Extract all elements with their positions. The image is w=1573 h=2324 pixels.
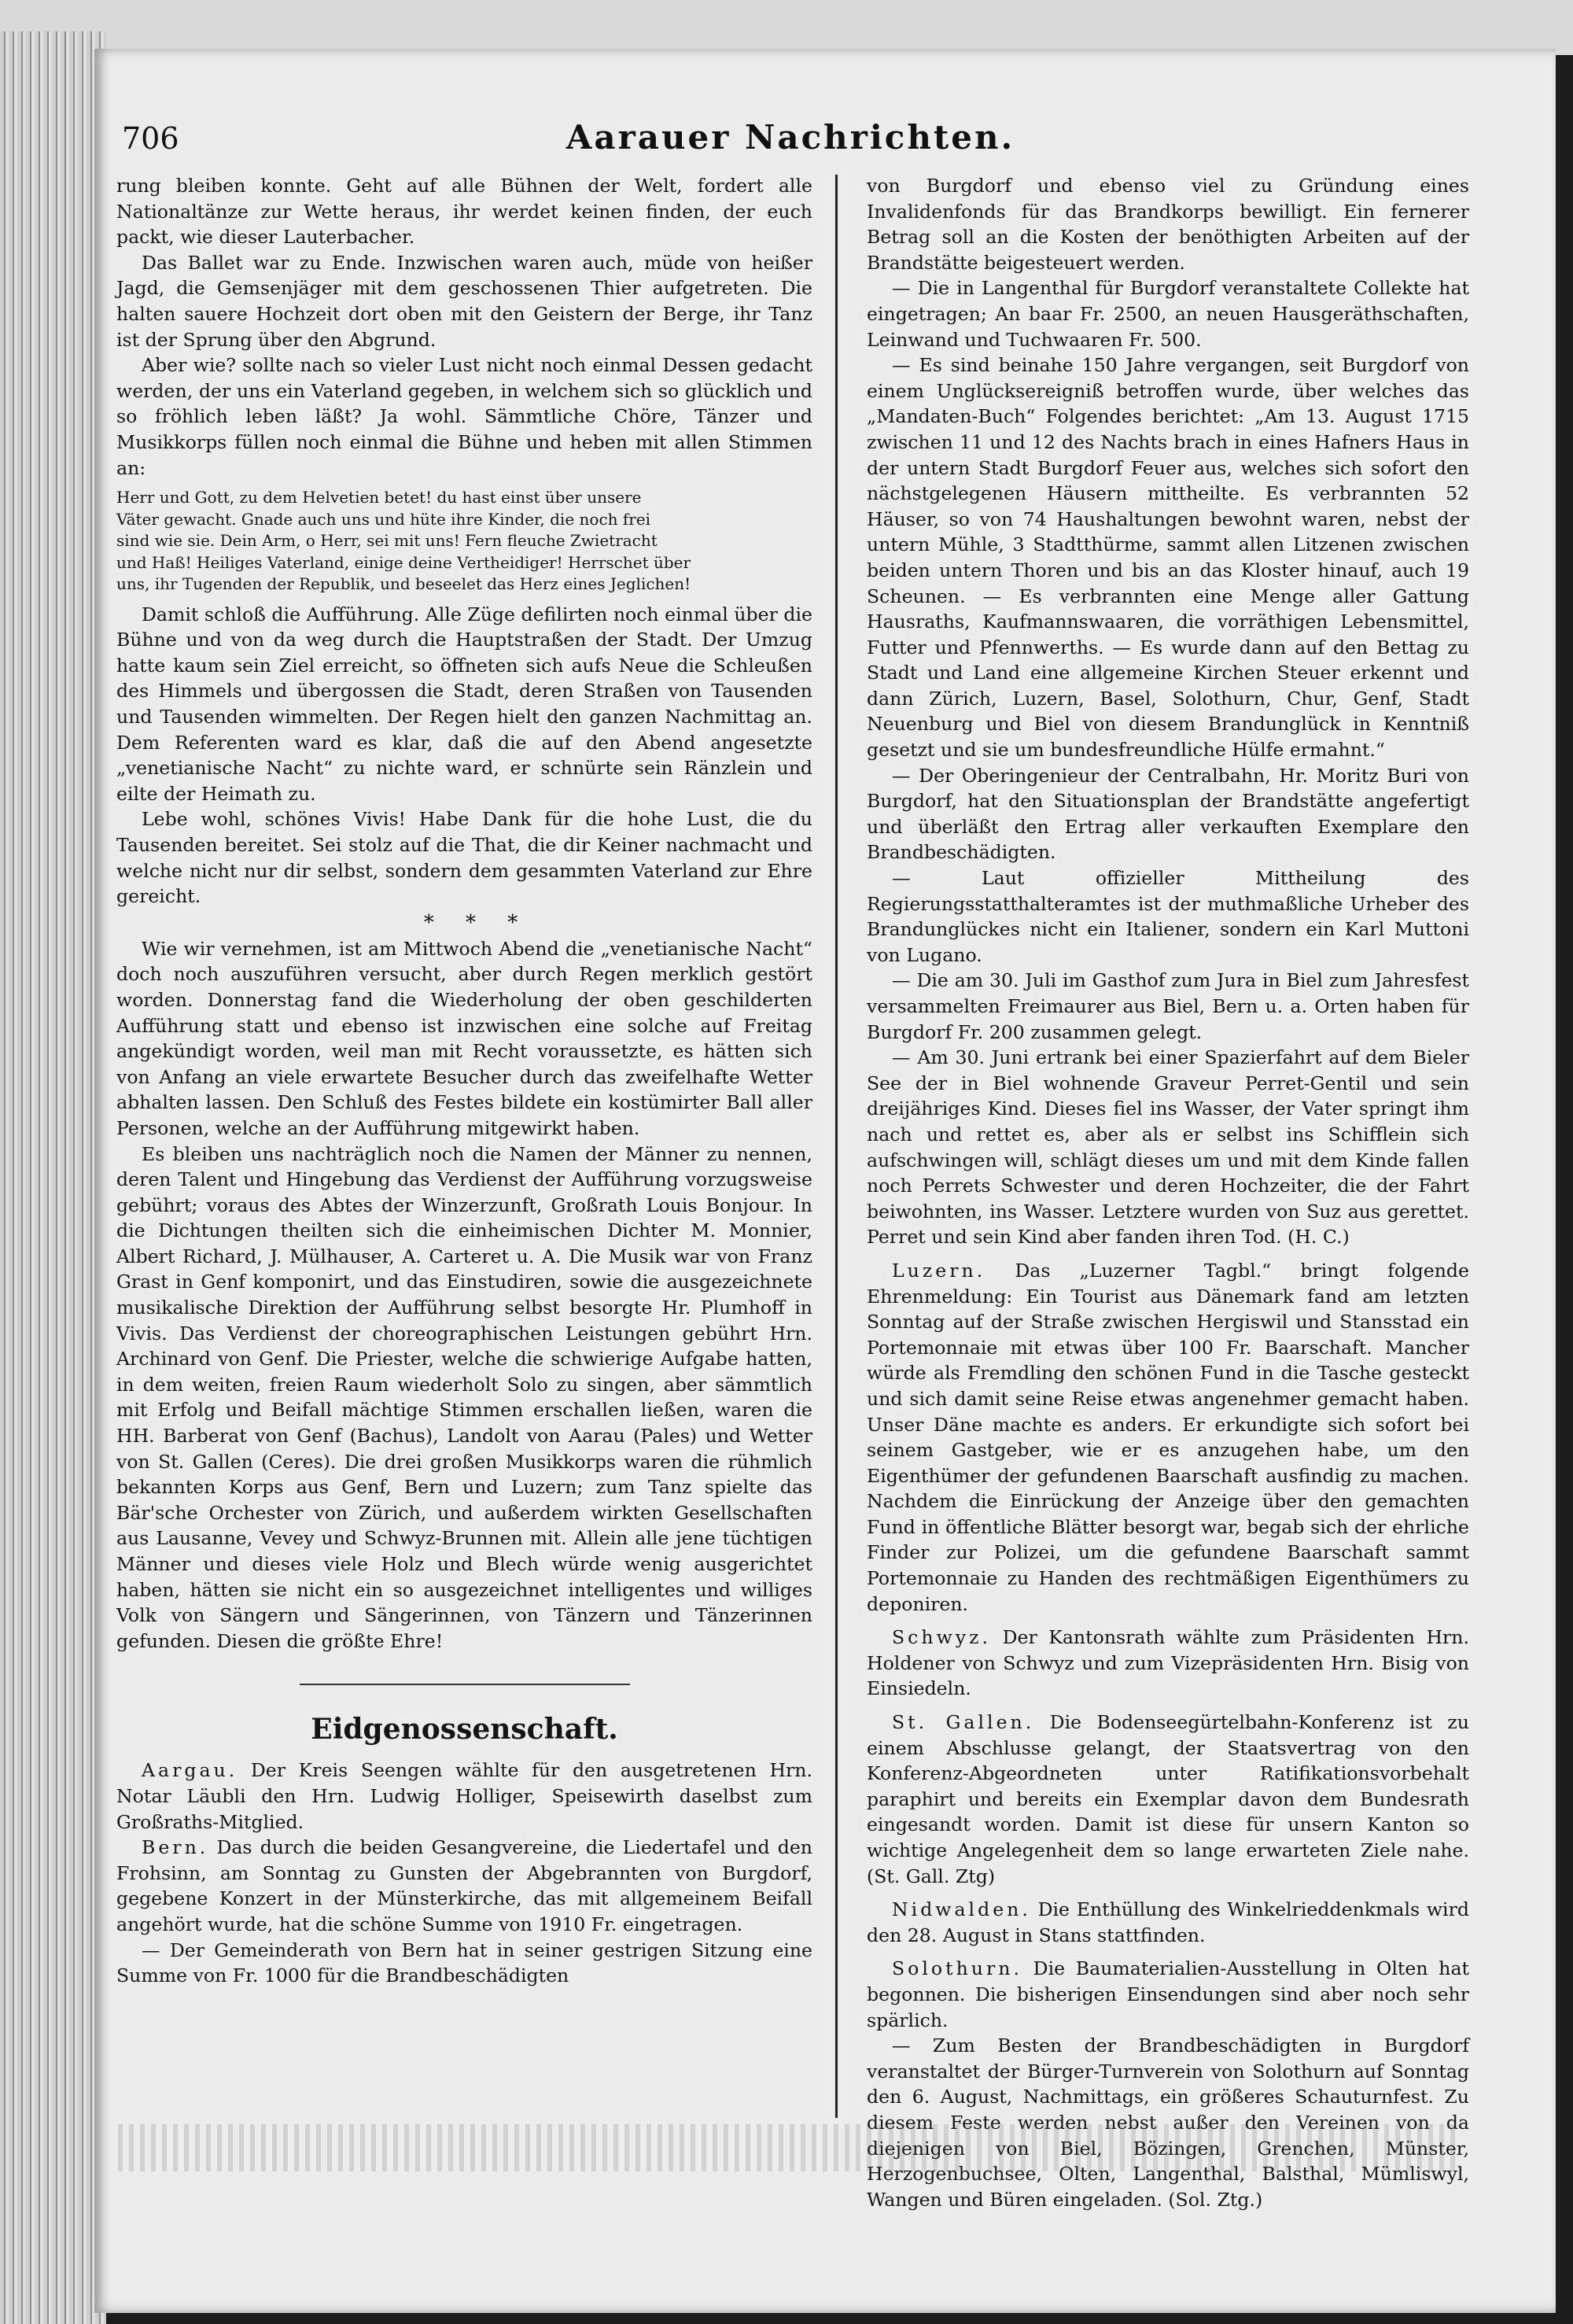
right-column bbox=[867, 173, 1469, 2212]
column-divider bbox=[835, 175, 838, 2118]
place-name: Luzern. bbox=[892, 1259, 986, 1282]
news-text: Das „Luzerner Tagbl.“ bringt folgende Ehrenmeldung: Ein Tourist aus Dänemark fand am letzten Sonntag auf der Straße zwischen Hergiswil und Stansstad ein Portemonnaie mit etwas über 100 Fr. Baarschaft. Mancher würde als Fremdling den schönen Fund in die Tasche gesteckt und sich damit seine Reise etwas angenehmer gemacht haben. Unser Däne machte es anders. Er erkundigte sich sofort bei seinem Gastgeber, wie er es anzugehen habe, um den Eigenthümer der gefundenen Baarschaft ausfindig zu machen. Nachdem die Einrückung der Anzeige über den gemachten Fund in öffentliche Blätter besorgt war, begab sich der ehrliche Finder zur Polizei, um die gefundene Baarschaft sammt Portemonnaie zu Handen des rechtmäßigen Eigenthümers zu deponiren. bbox=[867, 1259, 1469, 1615]
spacer bbox=[867, 1702, 1469, 1710]
section-rule bbox=[300, 1684, 630, 1685]
paragraph: — Die in Langenthal für Burgdorf veranstaltete Collekte hat eingetragen; An baar Fr. 2500, an neuen Hausgeräthschaften, Leinwand und Tuchwaaren Fr. 500. bbox=[867, 277, 1469, 351]
spacer bbox=[867, 1617, 1469, 1625]
news-item-bern bbox=[116, 1835, 812, 1937]
hymn-verse bbox=[116, 487, 812, 596]
paragraph: Wie wir vernehmen, ist am Mittwoch Abend die „venetianische Nacht“ doch noch auszuführen versucht, aber durch Regen merklich gestört worden. Donnerstag fand die Wiederholung der oben geschilderten Aufführung statt und ebenso ist inzwischen eine solche auf Freitag angekündigt worden, weil man mit Recht voraussetzte, es hätten sich von Anfang an viele erwartete Besucher durch das zweifelhafte Wetter abhalten lassen. Den Schluß des Festes bildete ein kostümirter Ball aller Personen, welche an der Aufführung mitgewirkt haben. bbox=[116, 937, 812, 1139]
page-header bbox=[122, 118, 1459, 165]
left-column bbox=[116, 173, 812, 1989]
place-name: Bern. bbox=[142, 1836, 209, 1859]
news-text: Die Enthüllung des Winkelrieddenkmals wird den 28. August in Stans stattfinden. bbox=[867, 1898, 1469, 1946]
paragraph: Aber wie? sollte nach so vieler Lust nicht noch einmal Dessen gedacht werden, der uns ein Vaterland gegeben, in welchem sich so glücklich und so fröhlich leben läßt? Ja wohl. Sämmtliche Chöre, Tänzer und Musikkorps füllen noch einmal die Bühne und heben mit allen Stimmen an: bbox=[116, 354, 812, 479]
verse-line: uns, ihr Tugenden der Republik, und beseelet das Herz eines Jeglichen! bbox=[116, 574, 691, 594]
paragraph: — Der Oberingenieur der Centralbahn, Hr. Moritz Buri von Burgdorf, hat den Situationsplan der Brandstätte angefertigt und überläßt den Ertrag aller verkauften Exemplare den Brandbeschädigten. bbox=[867, 764, 1469, 864]
paragraph: — Es sind beinahe 150 Jahre vergangen, seit Burgdorf von einem Unglücksereigniß betroffen wurde, über welches das „Mandaten-Buch“ Folgendes berichtet: „Am 13. August 1715 zwischen 11 und 12 des Nachts brach in eines Hafners Haus in der untern Stadt Burgdorf Feuer aus, welches sich sofort den nächstgelegenen Häusern mittheilte. Es verbrannten 52 Häuser, so von 74 Haushaltungen bewohnt waren, nebst der untern Mühle, 3 Stadtthürme, sammt allen Litzenen zwischen beiden untern Thoren und bis an das Kloster hinauf, auch 19 Scheunen. — Es verbrannten eine Menge aller Gattung Hausraths, Kaufmannswaaren, die vorräthigen Lebensmittel, Futter und Pfennwerths. — Es wurde dann auf den Bettag zu Stadt und Land eine allgemeine Kirchen Steuer erkennt und dann Zürich, Luzern, Basel, Solothurn, Chur, Genf, Stadt Neuenburg und Biel von diesem Brandunglück in Kenntniß gesetzt und sie um bundesfreundliche Hülfe ermahnt.“ bbox=[867, 354, 1469, 762]
paragraph: rung bleiben konnte. Geht auf alle Bühnen der Welt, fordert alle Nationaltänze zur Wette heraus, ihr werdet keinen finden, der euch packt, wie dieser Lauterbacher. bbox=[116, 175, 812, 249]
page-number: 706 bbox=[122, 121, 179, 156]
spacer bbox=[867, 1250, 1469, 1258]
place-name: Schwyz. bbox=[892, 1626, 992, 1649]
place-name: Nidwalden. bbox=[892, 1898, 1031, 1921]
paragraph: — Die am 30. Juli im Gasthof zum Jura in Biel zum Jahresfest versammelten Freimaurer aus Biel, Bern u. a. Orten haben für Burgdorf Fr. 200 zusammen gelegt. bbox=[867, 969, 1469, 1043]
verse-line: sind wie sie. Dein Arm, o Herr, sei mit uns! Fern fleuche Zwietracht bbox=[116, 531, 658, 551]
paragraph bbox=[867, 2033, 1469, 2212]
masthead-title: Aarauer Nachrichten. bbox=[565, 118, 1015, 157]
news-text: Der Kantonsrath wählte zum Präsidenten Hrn. Holdener von Schwyz und zum Vizepräsidenten Hrn. Bisig von Einsiedeln. bbox=[867, 1626, 1470, 1700]
news-text: — Zum Besten der Brandbeschädigten in Burgdorf veranstaltet der Bürger-Turnverein von Solothurn auf Sonntag den 6. August, Nachmittags, ein größeres Schauturnfest. Zu diesem Feste werden nebst außer den Vereinen von da diejenigen von Biel, Bözingen, Grenchen, Münster, Herzogenbuchsee, Olten, Langenthal, Balsthal, Mümliswyl, Wangen und Büren eingeladen. bbox=[867, 2034, 1469, 2211]
news-item-schwyz bbox=[867, 1625, 1469, 1702]
news-text: Die Baumaterialien-Ausstellung in Olten hat begonnen. Die bisherigen Einsendungen sind aber noch sehr spärlich. bbox=[867, 1957, 1469, 2031]
section-heading: Eidgenossenschaft. bbox=[311, 1713, 618, 1747]
verse-line: Väter gewacht. Gnade auch uns und hüte ihre Kinder, die noch frei bbox=[116, 509, 651, 529]
paragraph: Lebe wohl, schönes Vivis! Habe Dank für die hohe Lust, die du Tausenden bereitet. Sei stolz auf die That, die dir Keiner nachmacht und welche nicht nur dir selbst, sondern dem gesammten Vaterland zur Ehre gereicht. bbox=[116, 808, 812, 908]
news-item-aargau bbox=[116, 1758, 812, 1835]
paragraph: — Laut offizieller Mittheilung des Regierungsstatthalteramtes ist der muthmaßliche Urheber des Brandunglückes nicht ein Italiener, sondern ein Karl Muttoni von Lugano. bbox=[867, 867, 1469, 966]
paragraph: von Burgdorf und ebenso viel zu Gründung eines Invalidenfonds für das Brandkorps bewilligt. Ein fernerer Betrag soll an die Kosten der benöthigten Arbeiten auf der Brandstätte beigesteuert werden. bbox=[867, 175, 1469, 274]
source-citation: (St. Gall. Ztg) bbox=[867, 1865, 996, 1887]
paragraph: Damit schloß die Aufführung. Alle Züge defilirten noch einmal über die Bühne und von da weg durch die Hauptstraßen der Stadt. Der Umzug hatte kaum sein Ziel erreicht, so öffneten sich aufs Neue die Schleußen des Himmels und übergossen die Stadt, deren Straßen von Tausenden und Tausenden wimmelten. Der Regen hielt den ganzen Nachmittag an. Dem Referenten ward es klar, daß die auf den Abend angesetzte „venetianische Nacht“ zu nichte ward, er schnürte sein Ränzlein und eilte der Heimath zu. bbox=[116, 603, 812, 805]
bleed-through-smudge bbox=[118, 2124, 1455, 2171]
spacer bbox=[867, 1889, 1469, 1897]
news-text: Das durch die beiden Gesangvereine, die Liedertafel und den Frohsinn, am Sonntag zu Gunsten der Abgebrannten von Burgdorf, gegebene Konzert in der Münsterkirche, das mit allgemeinem Beifall angehört wurde, hat die schöne Summe von 1910 Fr. eingetragen. bbox=[116, 1836, 813, 1935]
verse-line: und Haß! Heiliges Vaterland, einige deine Vertheidiger! Herrschet über bbox=[116, 552, 691, 572]
news-text: Die Bodenseegürtelbahn-Konferenz ist zu einem Abschlusse gelangt, der Staatsvertrag von den Konferenz-Abgeordneten unter Ratifikationsvorbehalt paraphirt und bereits ein Exemplar davon dem Bundesrath eingesandt worden. Damit ist diese für unsern Kanton so wichtige Angelegenheit dem so lange erwarteten Ziele nahe. bbox=[867, 1711, 1469, 1861]
paragraph bbox=[867, 1045, 1469, 1250]
place-name: Solothurn. bbox=[892, 1957, 1022, 1980]
news-item-st-gallen bbox=[867, 1710, 1469, 1889]
news-item-luzern bbox=[867, 1258, 1469, 1617]
source-citation: (H. C.) bbox=[1288, 1226, 1350, 1249]
source-citation: (Sol. Ztg.) bbox=[1168, 2188, 1263, 2211]
book-page-stack bbox=[0, 31, 106, 2324]
scan-top-strip bbox=[0, 0, 1573, 55]
paragraph: — Der Gemeinderath von Bern hat in seiner gestrigen Sitzung eine Summe von Fr. 1000 für die Brandbeschädigten bbox=[116, 1939, 812, 1987]
place-name: St. Gallen. bbox=[892, 1711, 1035, 1734]
news-item-nidwalden bbox=[867, 1897, 1469, 1948]
verse-line: Herr und Gott, zu dem Helvetien betet! du hast einst über unsere bbox=[116, 488, 642, 507]
news-item-solothurn bbox=[867, 1956, 1469, 2033]
paragraph: Es bleiben uns nachträglich noch die Namen der Männer zu nennen, deren Talent und Hingebung das Verdienst der Aufführung vorzugsweise gebührt; voraus des Abtes der Winzerzunft, Großrath Louis Bonjour. In die Dichtungen theilten sich die einheimischen Dichter M. Monnier, Albert Richard, J. Mülhauser, A. Carteret u. A. Die Musik war von Franz Grast in Genf komponirt, und das Einstudiren, sowie die ausgezeichnete musikalische Direktion der Aufführung selbst besorgte Hr. Plumhoff in Vivis. Das Verdienst der choreographischen Leistungen gebührt Hrn. Archinard von Genf. Die Priester, welche die schwierige Aufgabe hatten, in dem weiten, freien Raum wiederholt Solo zu singen, aber sämmtlich mit Erfolg und Beifall mächtige Stimmen erschallen ließen, waren die HH. Barberat von Genf (Bachus), Landolt von Aarau (Pales) und Wetter von St. Gallen (Ceres). Die drei großen Musikkorps waren die rühmlich bekannten Korps aus Genf, Bern und Luzern; zum Tanz spielte das Bär'sche Orchester von Zürich, und außerdem wirkten Gesellschaften aus Lausanne, Vevey und Schwyz-Brunnen mit. Allein alle jene tüchtigen Männer und dieses viele Holz und Blech würde wenig ausgerichtet haben, hätten sie nicht ein so ausgezeichnet intelligentes und williges Volk von Sängern und Sängerinnen, von Tänzern und Tänzerinnen gefunden. Diesen die größte Ehre! bbox=[116, 1142, 812, 1652]
paragraph: Das Ballet war zu Ende. Inzwischen waren auch, müde von heißer Jagd, die Gemsenjäger mit dem geschossenen Thier aufgetreten. Die halten sauere Hochzeit dort oben mit den Geistern der Berge, ihr Tanz ist der Sprung über den Abgrund. bbox=[116, 251, 812, 351]
news-text: Der Kreis Seengen wählte für den ausgetretenen Hrn. Notar Läubli den Hrn. Ludwig Holliger, Speisewirth daselbst zum Großraths-Mitglied. bbox=[116, 1759, 812, 1833]
spacer bbox=[867, 1948, 1469, 1956]
place-name: Aargau. bbox=[142, 1759, 238, 1782]
news-text: — Am 30. Juni ertrank bei einer Spazierfahrt auf dem Bieler See der in Biel wohnende Graveur Perret-Gentil und sein dreijähriges Kind. Dieses fiel ins Wasser, der Vater springt ihm nach und rettet es, aber als er selbst ins Schifflein sich aufschwingen will, schlägt dieses um und mit dem Kinde fallen noch Perrets Schwester und deren Hochzeiter, die der Fahrt beiwohnten, ins Wasser. Letztere wurden von Suz aus gerettet. Perret und sein Kind aber fanden ihren Tod. bbox=[867, 1046, 1469, 1249]
section-stars: * * * bbox=[423, 910, 531, 935]
